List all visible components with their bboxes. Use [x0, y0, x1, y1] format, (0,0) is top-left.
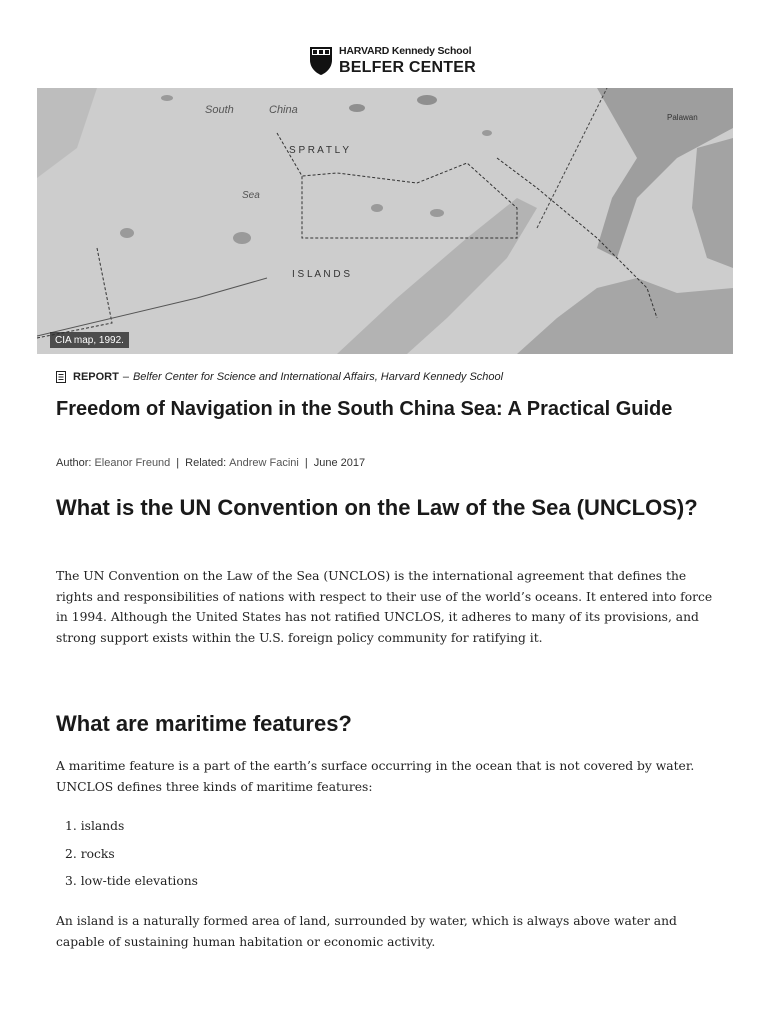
author-label: Author:: [56, 457, 92, 469]
list-item-text: islands: [80, 819, 125, 833]
maritime-features-list: [56, 815, 198, 898]
list-item-text: low-tide elevations: [80, 874, 198, 888]
list-item-number: 2.: [65, 846, 77, 861]
article-title: Freedom of Navigation in the South China Sea: A Practical Guide: [56, 398, 673, 420]
map-label-islands: I S L A N D S: [292, 269, 350, 280]
belfer-center-logo[interactable]: [309, 44, 476, 78]
list-item: [56, 815, 198, 843]
section-heading-unclos: What is the UN Convention on the Law of the Sea (UNCLOS)?: [56, 495, 698, 520]
logo-center-name: BELFER CENTER: [339, 58, 476, 76]
document-icon: [56, 371, 66, 383]
publish-date: June 2017: [313, 457, 366, 469]
content-type-label[interactable]: REPORT: [73, 371, 119, 383]
byline: [56, 457, 365, 469]
map-label-palawan: Palawan: [667, 113, 698, 122]
hero-map-image: [37, 88, 733, 354]
list-item-number: 1.: [65, 819, 77, 833]
map-label-spratly: S P R A T L Y: [289, 145, 350, 156]
harvard-shield-icon: [309, 46, 333, 76]
map-label-sea: Sea: [242, 190, 260, 201]
paragraph-unclos: The UN Convention on the Law of the Sea (UNCLOS) is the international agreement that defines the rights and responsibilities of nations with respect to their use of the world’s oceans. It entered into force in 1994. Although the United States has not ratified UNCLOS, it adheres to many of its provisions, and strong support exists within the U.S. foreign policy community for ratifying it.: [56, 569, 713, 646]
list-item-text: rocks: [80, 846, 115, 861]
publisher-org[interactable]: Belfer Center for Science and International Affairs, Harvard Kennedy School: [132, 371, 504, 383]
map-label-south: South: [205, 104, 234, 116]
list-item-number: 3.: [65, 874, 77, 888]
map-illustration: [37, 88, 733, 354]
list-item: [56, 843, 198, 871]
meta-separator: –: [122, 371, 129, 383]
logo-school-name: HARVARD Kennedy School: [339, 45, 472, 58]
paragraph-island-definition: An island is a naturally formed area of land, surrounded by water, which is always above water and capable of sustaining human habitation or economic activity.: [56, 914, 677, 949]
paragraph-maritime-features: A maritime feature is a part of the earth’s surface occurring in the ocean that is not covered by water. UNCLOS defines three kinds of maritime features:: [56, 759, 695, 794]
map-label-china: China: [269, 104, 298, 116]
map-caption: CIA map, 1992.: [50, 332, 129, 348]
related-link[interactable]: Andrew Facini: [229, 457, 299, 469]
author-link[interactable]: Eleanor Freund: [94, 457, 171, 469]
byline-divider: |: [304, 457, 308, 469]
section-heading-maritime-features: What are maritime features?: [56, 711, 352, 736]
content-type-line: [56, 371, 503, 383]
related-label: Related:: [185, 457, 227, 469]
list-item: [56, 870, 198, 898]
byline-divider: |: [176, 457, 180, 469]
